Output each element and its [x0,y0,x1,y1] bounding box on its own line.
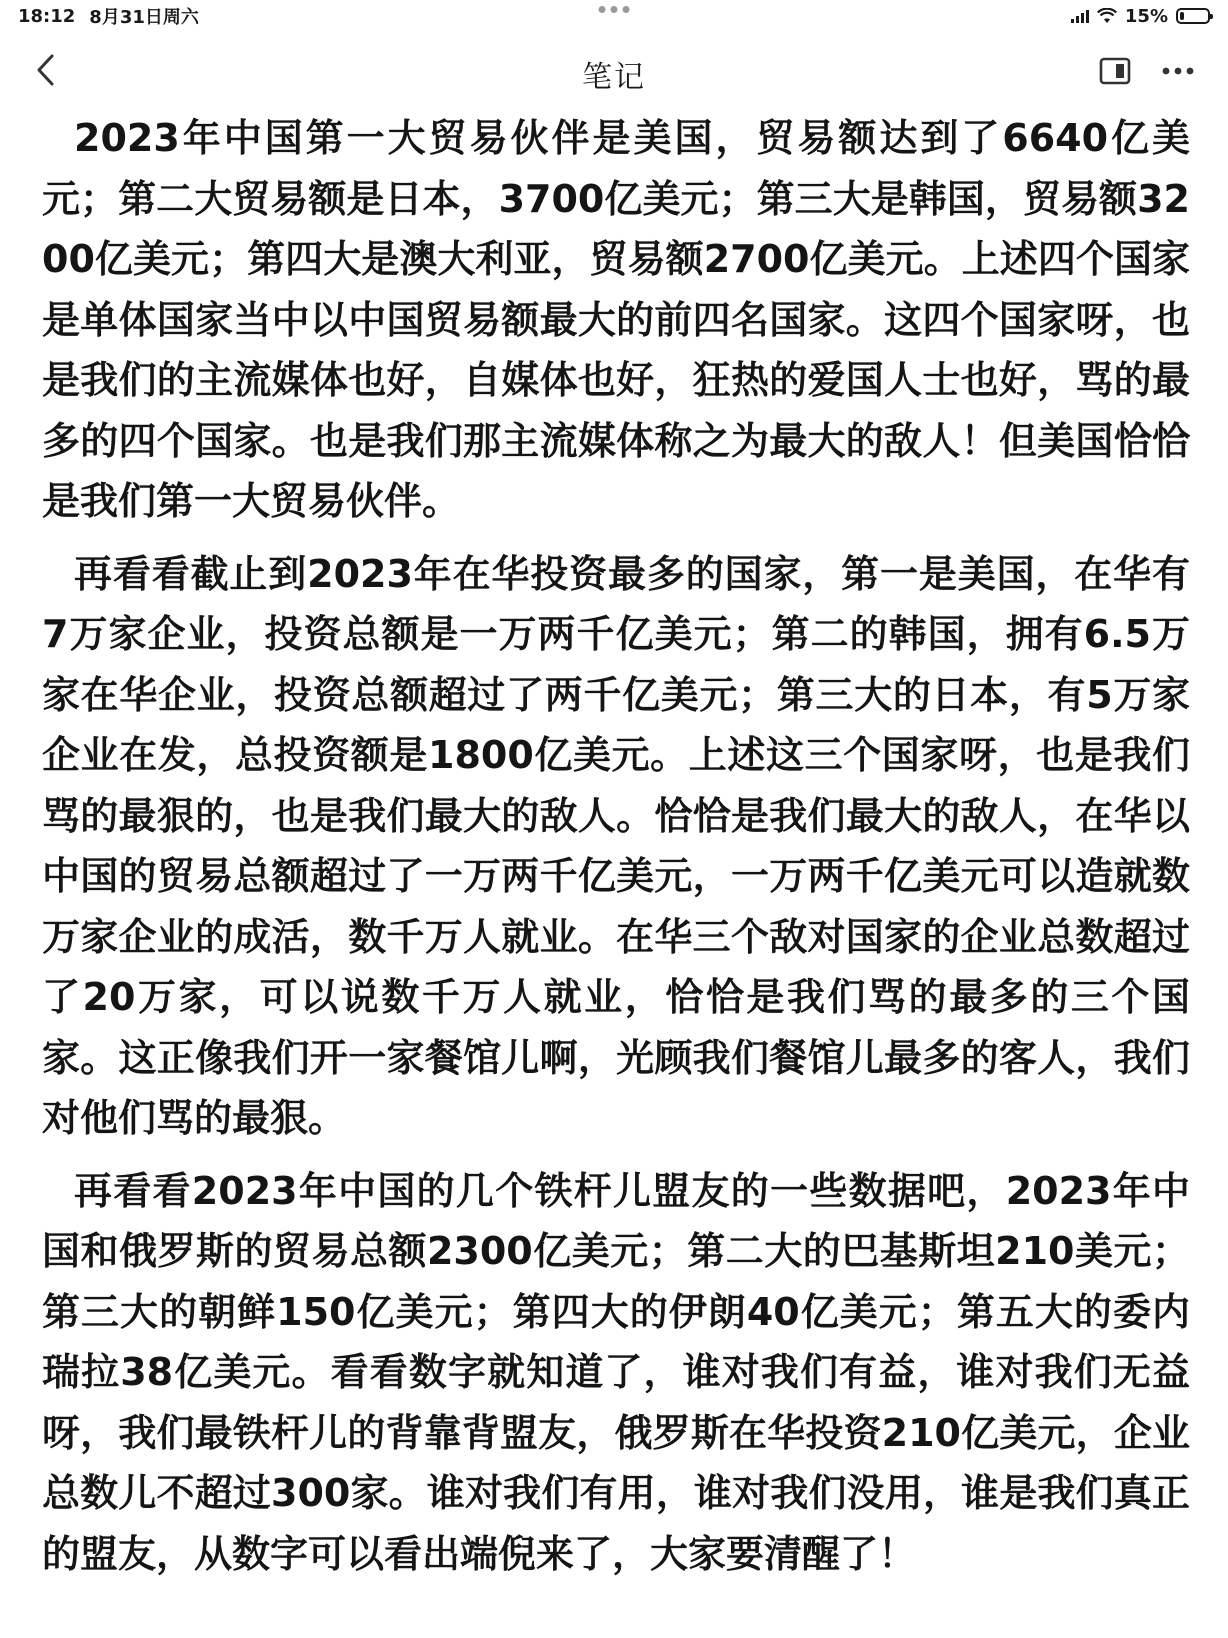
reader-mode-button[interactable] [1098,54,1132,88]
multitasking-dots-icon[interactable] [599,6,630,13]
note-body[interactable] [42,108,1190,1596]
battery-icon [1176,8,1210,24]
status-bar [0,0,1228,32]
note-paragraph-1: 2023年中国第一大贸易伙伴是美国，贸易额达到了6640亿美元；第二大贸易额是日本，3700亿美元；第三大是韩国，贸易额3200亿美元；第四大是澳大利亚，贸易额2700亿美元。上述四个国家是单体国家当中以中国贸易额最大的前四名国家。这四个国家呀，也是我们的主流媒体也好，自媒体也好，狂热的爱国人士也好，骂的最多的四个国家。也是我们那主流媒体称之为最大的敌人！但美国恰恰是我们第一大贸易伙伴。 [42,116,1190,523]
battery-percent: 15% [1124,5,1168,27]
note-paragraph-2: 再看看截止到2023年在华投资最多的国家，第一是美国，在华有7万家企业，投资总额是一万两千亿美元；第二的韩国，拥有6.5万家在华企业，投资总额超过了两千亿美元；第三大的日本，有5万家企业在发，总投资额是1800亿美元。上述这三个国家呀，也是我们骂的最狠的，也是我们最大的敌人。恰恰是我们最大的敌人，在华以中国的贸易总额超过了一万两千亿美元，一万两千亿美元可以造就数万家企业的成活，数千万人就业。在华三个敌对国家的企业总数超过了20万家，可以说数千万人就业，恰恰是我们骂的最多的三个国家。这正像我们开一家餐馆儿啊，光顾我们餐馆儿最多的客人，我们对他们骂的最狠。 [42,551,1190,1140]
reader-mode-icon [1099,57,1131,85]
status-right [1071,6,1210,27]
cellular-signal-icon [1071,9,1089,23]
more-dots-icon [1161,66,1195,76]
status-left [18,3,199,29]
wifi-icon [1097,8,1117,24]
back-button[interactable] [26,50,66,90]
page-title: 笔记 [582,60,646,95]
status-date: 8月31日周六 [89,7,199,28]
status-time: 18:12 [18,5,76,27]
battery-fill [1180,12,1184,20]
chevron-left-icon [35,53,57,87]
nav-bar [0,40,1228,100]
more-button[interactable] [1158,54,1198,88]
note-paragraph-3: 再看看2023年中国的几个铁杆儿盟友的一些数据吧，2023年中国和俄罗斯的贸易总额2300亿美元；第二大的巴基斯坦210美元；第三大的朝鲜150亿美元；第四大的伊朗40亿美元；第五大的委内瑞拉38亿美元。看看数字就知道了，谁对我们有益，谁对我们无益呀，我们最铁杆儿的背靠背盟友，俄罗斯在华投资210亿美元，企业总数儿不超过300家。谁对我们有用，谁对我们没用，谁是我们真正的盟友，从数字可以看出端倪来了，大家要清醒了！ [42,1168,1190,1576]
